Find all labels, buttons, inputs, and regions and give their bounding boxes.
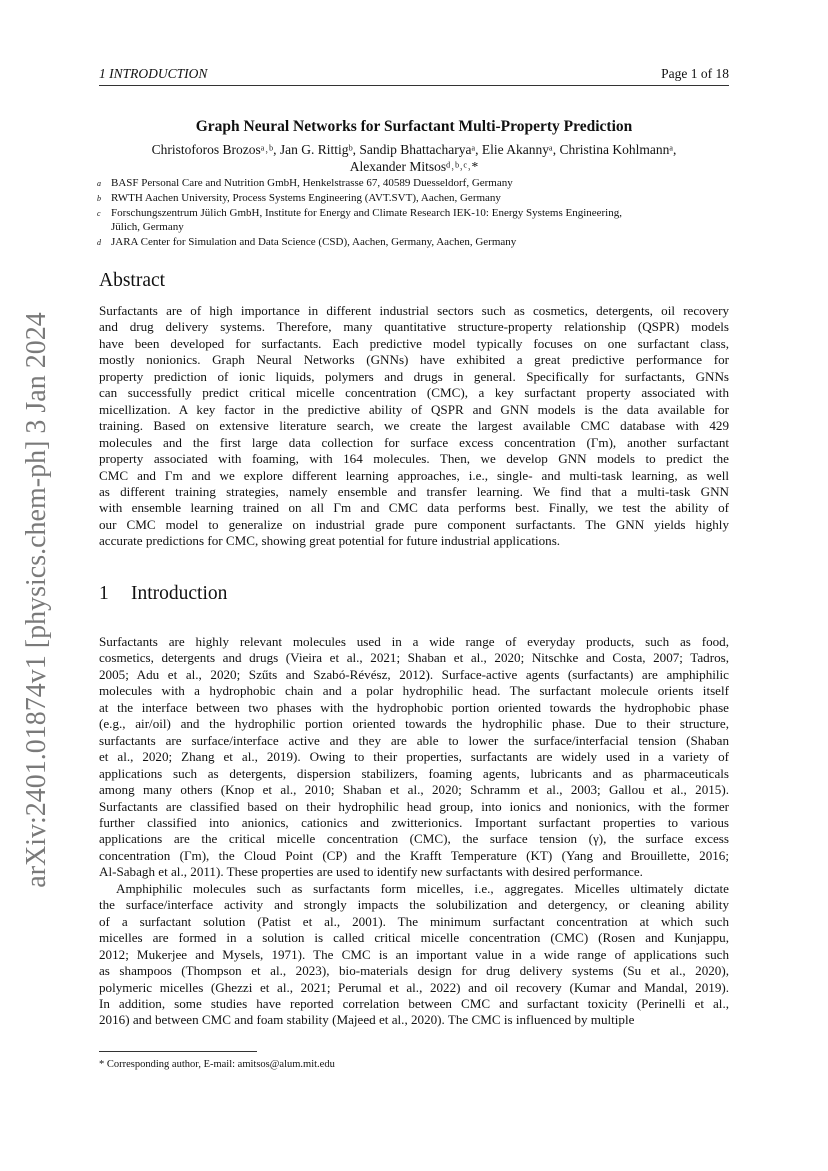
text-line: and drug delivery systems. Therefore, many quantitative structure-property relationship (QSPR) models — [99, 319, 729, 335]
text-line: 2012; Mukerjee and Mysels, 1971). The CMC is an important value in a wide range of applications such — [99, 946, 729, 962]
section-number: 1 — [99, 583, 109, 604]
affiliation-text: Forschungszentrum Jülich GmbH, Institute for Energy and Climate Research IEK-10: Energy Systems Engineering, — [111, 207, 622, 219]
text-line: the surface/interface activity and strongly impacts the solubilization and detergency, or cleaning ability — [99, 897, 729, 913]
affiliation — [99, 192, 729, 206]
text-line: Surfactants are highly relevant molecules used in a wide range of everyday products, such as food, — [99, 634, 729, 649]
text-line: mostly nonionics. Graph Neural Networks (GNNs) have exhibited a great predictive performance for — [99, 352, 729, 368]
author-line-2: Alexander Mitsosᵈ˒ᵇ˒ᶜ˒* — [349, 159, 479, 174]
text-line: with ensemble learning trained on all Γm and CMC data performs best. Finally, we test the ability of — [99, 500, 729, 516]
text-line: concentration (Γm), the Cloud Point (CP) and the Krafft Temperature (KT) (Yang and Brouillette, 2016; — [99, 847, 729, 863]
text-line: surfactants are surface/interface active and they are able to lower the surface/interfacial tension (Shaban — [99, 732, 729, 748]
affiliation-text: RWTH Aachen University, Process Systems Engineering (AVT.SVT), Aachen, Germany — [111, 192, 501, 204]
text-line: molecules and the first large data collection for surface excess concentration (Γm), another surfactant — [99, 434, 729, 450]
text-line: training. Based on extensive literature search, we create the largest available CMC database with 429 — [99, 418, 729, 434]
text-line: can successfully predict critical micelle concentration (CMC), a key surfactant property associated with — [99, 385, 729, 401]
affiliation-text: JARA Center for Simulation and Data Science (CSD), Aachen, Germany, Aachen, Germany — [111, 236, 517, 248]
section-heading-introduction — [99, 583, 227, 605]
page-number: Page 1 of 18 — [661, 66, 729, 81]
author-line-1: Christoforos Brozosᵃ˒ᵇ, Jan G. Rittigᵇ, Sandip Bhattacharyaᵃ, Elie Akannyᵃ, Christina Kohlmannᵃ, — [151, 142, 677, 157]
text-line: our CMC model to generalize on industrial grade pure component surfactants. The GNN yields highly — [99, 516, 729, 532]
text-line: 2016) and between CMC and foam stability (Majeed et al., 2020). The CMC is influenced by multiple — [99, 1012, 635, 1028]
text-line: Amphiphilic molecules such as surfactants form micelles, i.e., aggregates. Micelles ultimately dictate — [116, 880, 729, 896]
text-line: et al., 2020; Zhang et al., 2019). Owing to their properties, surfactants are widely used in a variety of — [99, 749, 729, 765]
text-line: as different training strategies, namely ensemble and transfer learning. We find that a multi-task GNN — [99, 483, 729, 499]
text-line: polymeric micelles (Ghezzi et al., 2021; Perumal et al., 2022) and oil recovery (Kumar and Mandal, 2019). — [99, 979, 729, 995]
header-rule — [99, 85, 729, 86]
page-header — [99, 66, 729, 82]
text-line: property associated with foaming, with 164 molecules. Then, we develop GNN models to predict the — [99, 451, 729, 467]
footnote: * Corresponding author, E-mail: amitsos@alum.mit.edu — [99, 1059, 335, 1070]
footnote-rule — [99, 1051, 257, 1052]
affiliation-text: BASF Personal Care and Nutrition GmbH, Henkelstrasse 67, 40589 Duesseldorf, Germany — [111, 177, 513, 189]
text-line: 2005; Adu et al., 2020; Szűts and Szabó-Révész, 2012). Surface-active agents (surfactants) are amphiphilic — [99, 666, 729, 682]
text-line: CMC and Γm and we explore different learning approaches, i.e., single- and multi-task learning, as well — [99, 467, 729, 483]
text-line: Surfactants are classified based on their hydrophilic head group, into ionics and nonionics, with the former — [99, 798, 729, 814]
text-line: of a surfactant solution (Patist et al., 2001). The minimum surfactant concentration at which such — [99, 913, 729, 929]
affiliation-mark: d — [97, 238, 101, 247]
arxiv-identifier: arXiv:2401.01874v1 [physics.chem-ph] 3 Jan 2024 — [21, 312, 52, 888]
abstract-heading: Abstract — [99, 270, 166, 291]
text-line: Surfactants are of high importance in different industrial sectors such as cosmetics, detergents, oil recovery — [99, 303, 729, 318]
text-line: applications such as detergents, dispersion stabilizers, foaming agents, lubricants and as pharmaceuticals — [99, 765, 729, 781]
text-line: In addition, some studies have reported correlation between CMC and surfactant toxicity (Perinelli et al., — [99, 995, 729, 1011]
affiliation-mark: b — [97, 194, 101, 203]
affiliation-text: Jülich, Germany — [111, 220, 184, 233]
text-line: (e.g., air/oil) and the hydrophilic portion oriented towards the hydrophilic phase. Due to their structure, — [99, 716, 729, 732]
affiliation — [99, 236, 729, 250]
text-line: among many others (Knop et al., 2010; Shaban et al., 2020; Schramm et al., 2003; Gallou et al., 2015). — [99, 782, 729, 798]
text-line: micellization. A key factor in the predictive ability of QSPR and GNN models is the data available for — [99, 401, 729, 417]
text-line: further classified into anionics, cationics and zwitterionics. Important surfactant properties to various — [99, 814, 729, 830]
affiliation — [99, 207, 729, 234]
text-line: applications are the critical micelle concentration (CMC), the surface tension (γ), the surface excess — [99, 831, 729, 847]
text-line: have been developed for surfactants. Each predictive model typically focuses on one surfactant class, — [99, 335, 729, 351]
text-line: at the interface between two phases with the hydrophobic portion oriented towards the hydrophobic phase — [99, 699, 729, 715]
text-line: micelles are formed in a solution is called critical micelle concentration (CMC) (Rosen and Kunjappu, — [99, 930, 729, 946]
affiliation — [99, 177, 729, 191]
text-line: molecules with a hydrophobic chain and a polar hydrophilic head. The surfactant molecule orients itself — [99, 683, 729, 699]
paper-title: Graph Neural Networks for Surfactant Multi-Property Prediction — [195, 118, 633, 135]
abstract-body — [99, 303, 729, 550]
text-line: property prediction of ionic liquids, polymers and drugs in general. Specifically for surfactants, GNNs — [99, 368, 729, 384]
text-line: as shampoos (Thompson et al., 2023), bio-materials design for drug delivery systems (Su et al., 2020), — [99, 963, 729, 979]
text-line: cosmetics, detergents and drugs (Vieira et al., 2021; Shaban et al., 2020; Nitschke and Costa, 2007; Tadros, — [99, 650, 729, 666]
affiliation-mark: c — [97, 209, 101, 218]
introduction-body — [99, 634, 729, 1029]
author-list — [110, 141, 718, 175]
affiliation-mark: a — [97, 179, 101, 188]
running-section-title: 1 INTRODUCTION — [99, 66, 208, 81]
section-title: Introduction — [131, 583, 228, 604]
text-line: Al-Sabagh et al., 2011). These properties are used to identify new surfactants with desired performance. — [99, 864, 643, 880]
text-line: accurate predictions for CMC, showing great potential for future industrial applications. — [99, 533, 561, 549]
